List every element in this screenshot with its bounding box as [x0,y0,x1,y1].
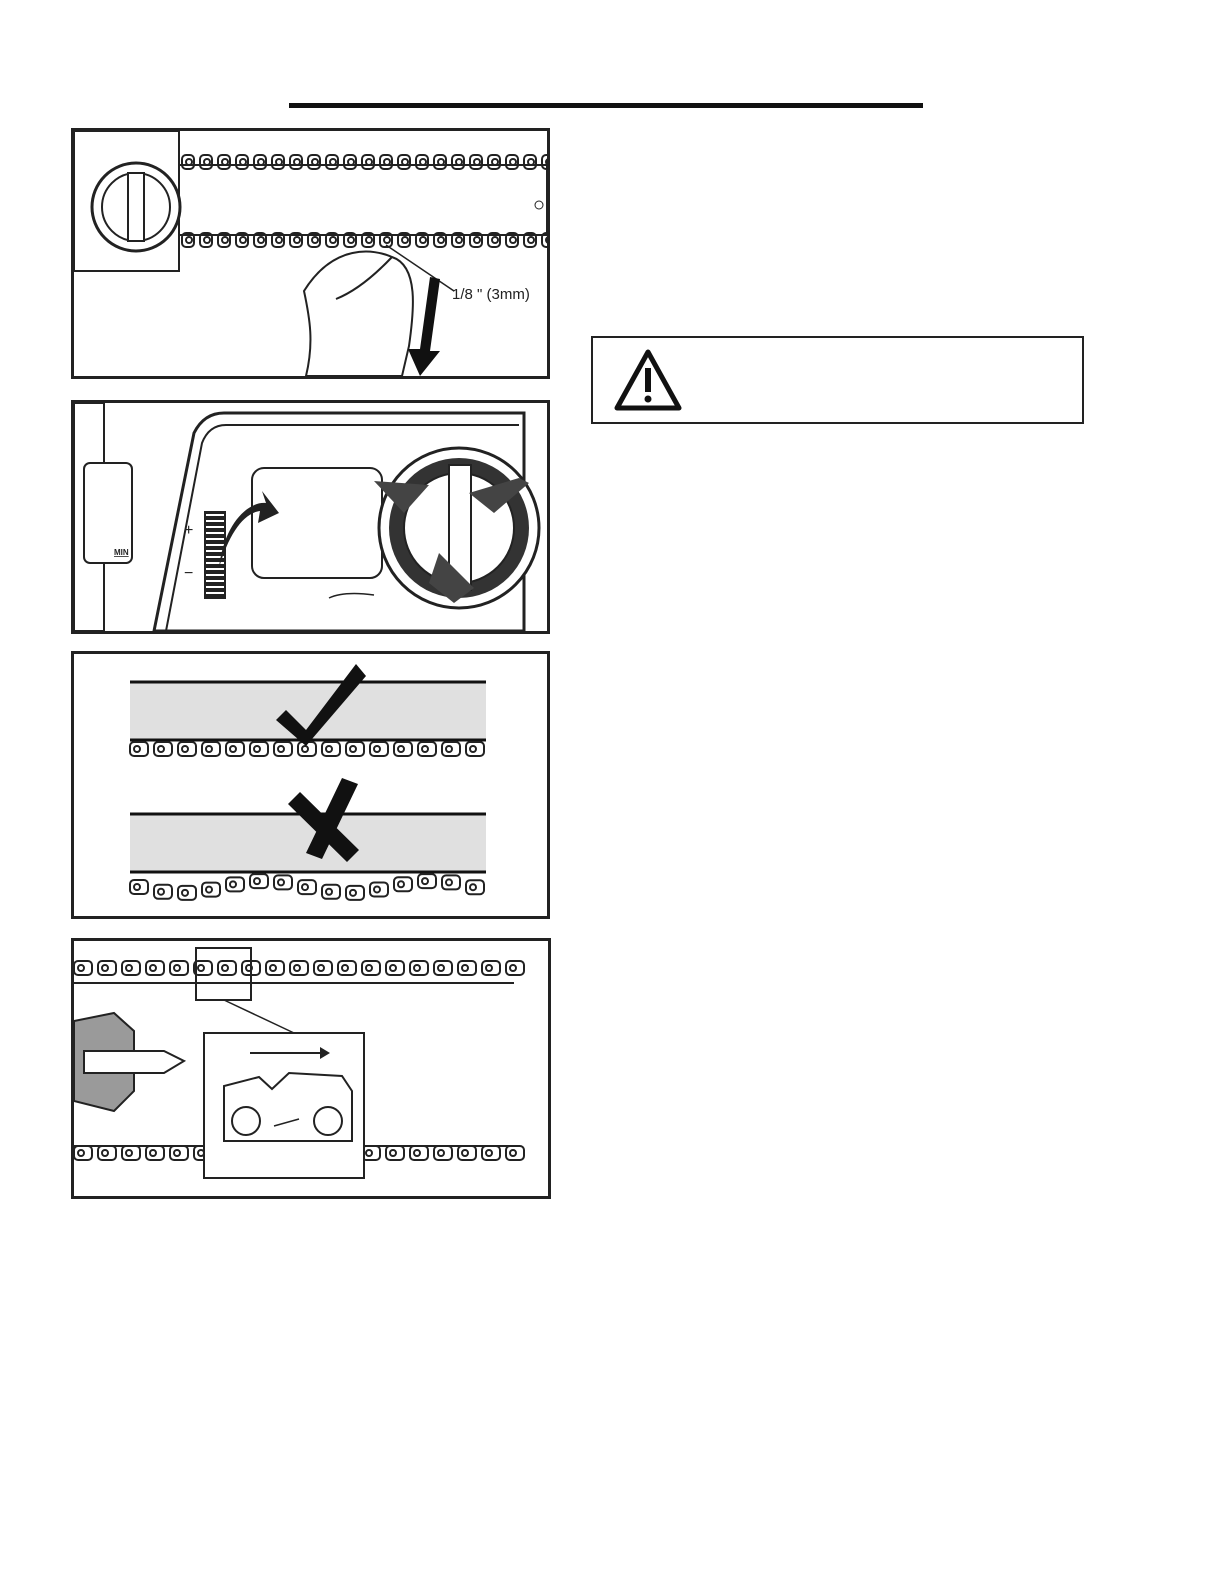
chain-rivet [402,237,408,243]
chain-rivet [474,237,480,243]
chain-rivet [492,237,498,243]
chain-rivet [182,746,188,752]
chain-rivet [486,965,492,971]
chain-rivet [270,965,276,971]
chain-rivet [348,237,354,243]
chain-gap-label: 1/8 " (3mm) [452,286,530,303]
chain-rivet [230,881,236,887]
chain-rivet [528,237,534,243]
chain-rivet [258,237,264,243]
chain-rivet [326,746,332,752]
chain-rivet [126,965,132,971]
chain-rivet [278,746,284,752]
chain-rivet [390,965,396,971]
chain-rivet [390,1150,396,1156]
chain-rivet [422,746,428,752]
chain-rivet [438,237,444,243]
chain-rivet [350,746,356,752]
chain-rivet [258,159,264,165]
chain-rivet [182,890,188,896]
chain-rivet [510,965,516,971]
chain-rivet [222,965,228,971]
chain-rivet [312,237,318,243]
chain-rivet [546,237,547,243]
chain-rivet [204,159,210,165]
chain-rivet [456,237,462,243]
chain-rivet [528,159,534,165]
chain-rivet [420,237,426,243]
chain-rivet [302,746,308,752]
chain-rivet [462,965,468,971]
plus-label: + [184,522,194,539]
chain-rivet [174,1150,180,1156]
chain-rivet [206,746,212,752]
chain-rivet [374,746,380,752]
chain-rivet [398,746,404,752]
chain-rivet [366,159,372,165]
chain-rivet [222,159,228,165]
chain-rivet [330,237,336,243]
chain-rivet [254,878,260,884]
chain-rivet [492,159,498,165]
chain-rivet [438,159,444,165]
figure-chain-tension-check [71,128,550,379]
chain-rivet [230,746,236,752]
chain-rivet [294,965,300,971]
chain-rivet [204,237,210,243]
chain-rivet [158,746,164,752]
chain-rivet [420,159,426,165]
chain-rivet [240,237,246,243]
chain-rivet [134,884,140,890]
figure-tension-adjust [71,400,550,634]
chain-rivet [384,237,390,243]
chain-rivet [486,1150,492,1156]
header-rule [289,103,923,108]
chain-rivet [102,1150,108,1156]
chain-rivet [366,1150,372,1156]
chain-rivet [254,746,260,752]
minus-label: − [184,565,194,582]
chain-rivet [510,1150,516,1156]
chain-rivet [294,159,300,165]
chain-rivet [470,884,476,890]
chain-rivet [438,965,444,971]
chain-rivet [312,159,318,165]
chain-rivet [150,965,156,971]
chain-rivet [134,746,140,752]
chain-rivet [402,159,408,165]
chain-rivet [366,965,372,971]
chain-rivet [240,159,246,165]
chain-rivet [510,237,516,243]
chain-rivet [350,890,356,896]
chain-rivet [384,159,390,165]
chain-rivet [206,887,212,893]
chain-rivet [438,1150,444,1156]
chain-rivet [462,1150,468,1156]
chain-rivet [102,965,108,971]
chain-rivet [276,159,282,165]
chain-rivet [78,1150,84,1156]
chain-rivet [150,1150,156,1156]
chain-rivet [294,237,300,243]
chain-rivet [78,965,84,971]
chain-rivet [126,1150,132,1156]
tension-knob-icon [92,163,180,251]
figure-chain-direction [71,938,551,1199]
chain-rivet [374,886,380,892]
chain-rivet [446,879,452,885]
oil-min-label: MIN [114,548,129,557]
chain-rivet [546,159,547,165]
chain-rivet [366,237,372,243]
chain-rivet [456,159,462,165]
chain-rivet [318,965,324,971]
chain-rivet [474,159,480,165]
chain-rivet [330,159,336,165]
chain-rivet [278,879,284,885]
chain-rivet [414,1150,420,1156]
chain-rivet [302,884,308,890]
figure-tension-comparison [71,651,550,919]
chain-rivet [422,878,428,884]
chain-rivet [348,159,354,165]
warning-box [591,336,1084,424]
chain-rivet [276,237,282,243]
chain-rivet [158,889,164,895]
chain-rivet [186,237,192,243]
chain-rivet [470,746,476,752]
chain-rivet [326,889,332,895]
warning-triangle-icon [613,348,683,412]
chain-rivet [398,881,404,887]
chain-rivet [186,159,192,165]
sprocket-icon [74,1013,184,1111]
chain-rivet [222,237,228,243]
chain-rivet [198,965,204,971]
chain-rivet [446,746,452,752]
chain-rivet [342,965,348,971]
chain-rivet [174,965,180,971]
chain-rivet [510,159,516,165]
chain-rivet [414,965,420,971]
